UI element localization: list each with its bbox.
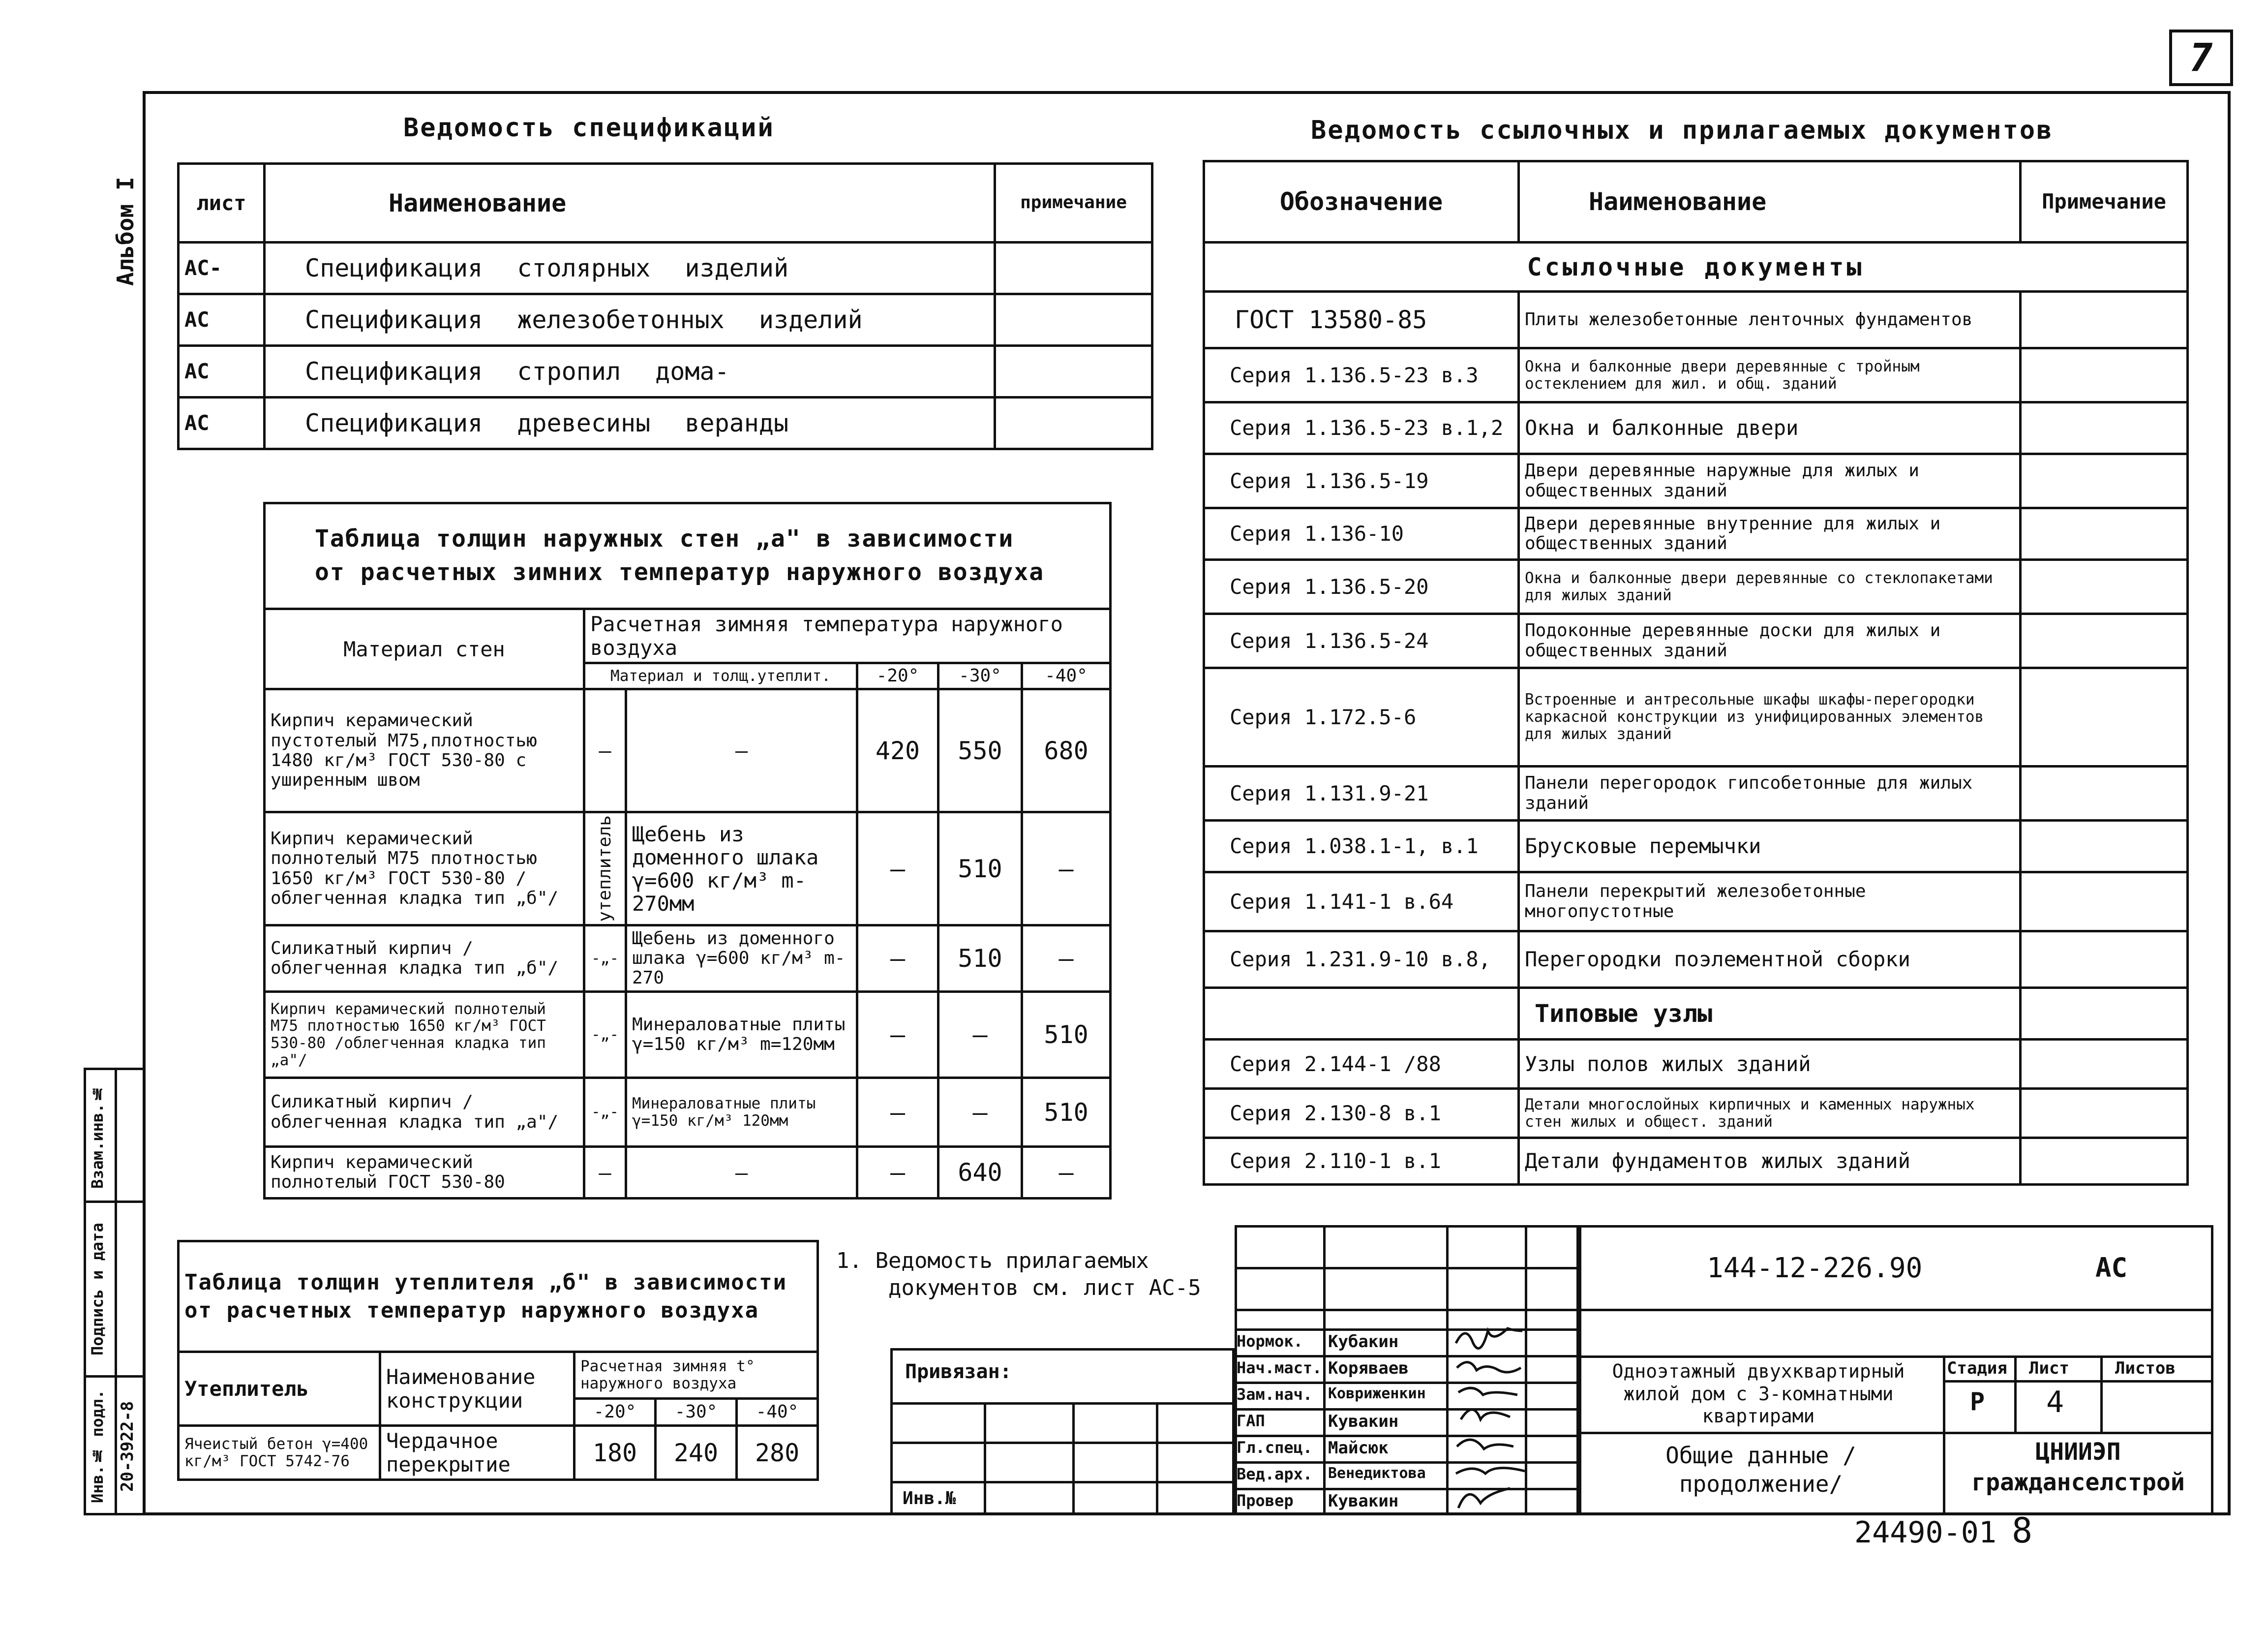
wall-header-t2: -30°: [938, 663, 1022, 689]
ref-row-note: [2021, 454, 2188, 508]
ref-row-name: Встроенные и антресольные шкафы шкафы-перегородки каркасной конструкции из унифицированных элементов для жилых зданий: [1519, 668, 2021, 767]
ref-register-title: Ведомость ссылочных и прилагаемых документов: [1311, 116, 2054, 145]
album-label: Альбом I: [112, 177, 139, 286]
ref-row-note: [2021, 508, 2188, 560]
wall-header-material: Материал стен: [265, 609, 584, 689]
wall-row-v3: —: [1022, 812, 1111, 925]
ref-row-code: Серия 2.144-1 /88: [1204, 1040, 1519, 1089]
ref-row-note: [2021, 767, 2188, 821]
sheet-title: Общие данные /продолжение/: [1665, 1442, 1856, 1497]
doc-mark: АС: [2095, 1252, 2128, 1283]
spec-row-note: [995, 398, 1152, 449]
ref-header-code: Обозначение: [1204, 161, 1519, 243]
insul-row-v3: 280: [737, 1426, 818, 1480]
ref-row-name: Детали фундаментов жилых зданий: [1519, 1138, 2021, 1185]
wall-row-insul: Минераловатные плиты γ=150 кг/м³ 120мм: [626, 1078, 857, 1147]
spec-row-sheet: АС-: [179, 243, 265, 294]
wall-row-insul: Минераловатные плиты γ=150 кг/м³ m=120мм: [626, 992, 857, 1078]
wall-row-material: Кирпич керамический полнотелый ГОСТ 530-80: [265, 1147, 584, 1199]
wall-row-material: Кирпич керамический пустотелый М75,плотностью 1480 кг/м³ ГОСТ 530-80 с уширенным швом: [265, 689, 584, 812]
wall-thickness-table: [263, 502, 1112, 1200]
sheet-label: Лист: [2029, 1358, 2069, 1378]
role-label: Нормок.: [1237, 1332, 1303, 1351]
wall-row-mark: —: [584, 1147, 626, 1199]
wall-row-v2: 550: [938, 689, 1022, 812]
role-label: Вед.арх.: [1237, 1465, 1313, 1483]
wall-table-title: [265, 503, 1111, 609]
wall-table-title-line2: от расчетных зимних температур наружного воздуха: [315, 558, 1045, 586]
ref-row-code: Серия 2.130-8 в.1: [1204, 1089, 1519, 1138]
spec-header-note: примечание: [995, 164, 1152, 243]
wall-row-v3: 510: [1022, 1078, 1111, 1147]
ref-row-name: Панели перекрытий железобетонные многопустотные: [1519, 872, 2021, 931]
ref-row-code: Серия 1.231.9-10 в.8,: [1204, 931, 1519, 988]
wall-row-v1: —: [857, 925, 938, 992]
ref-row-note: [2021, 1138, 2188, 1185]
role-name: Майсюк: [1328, 1438, 1389, 1458]
role-name: Коряваев: [1328, 1358, 1409, 1378]
page-number-box: [2169, 30, 2233, 86]
wall-row-v2: —: [938, 1078, 1022, 1147]
spec-header-sheet: лист: [179, 164, 265, 243]
wall-table-title-line1: Таблица толщин наружных стен „а" в зависимости: [315, 525, 1014, 553]
ref-section-2-blank: [1204, 988, 1519, 1040]
wall-row-material: Кирпич керамический полнотелый М75 плотностью 1650 кг/м³ ГОСТ 530-80 /облегченная кладка тип „а"/: [265, 992, 584, 1078]
ref-header-name: Наименование: [1519, 161, 2021, 243]
wall-row-mark: [584, 812, 626, 925]
ref-row-code: Серия 2.110-1 в.1: [1204, 1138, 1519, 1185]
spec-row-sheet: АС: [179, 346, 265, 398]
wall-row-insul: —: [626, 1147, 857, 1199]
role-name: Кувакин: [1328, 1491, 1399, 1511]
ref-row-name: Двери деревянные внутренние для жилых и общественных зданий: [1519, 508, 2021, 560]
ref-row-note: [2021, 1040, 2188, 1089]
role-label: Зам.нач.: [1237, 1385, 1313, 1404]
spec-row-note: [995, 346, 1152, 398]
sheet-value: 4: [2046, 1385, 2064, 1419]
ref-row-name: Перегородки поэлементной сборки: [1519, 931, 2021, 988]
insul-header-t3: -40°: [737, 1399, 818, 1426]
wall-row-insul: Щебень из доменного шлака γ=600 кг/м³ m-270: [626, 925, 857, 992]
ref-row-note: [2021, 292, 2188, 348]
wall-row-mark: —: [584, 689, 626, 812]
insul-header-temp: Расчетная зимняя t° наружного воздуха: [575, 1352, 818, 1399]
ref-row-code: Серия 1.172.5-6: [1204, 668, 1519, 767]
insul-header-constr: Наименование конструкции: [380, 1352, 575, 1426]
ref-row-code: Серия 1.136-10: [1204, 508, 1519, 560]
privyazan-label: Привязан:: [905, 1360, 1012, 1383]
left-strip: [84, 1068, 143, 1515]
spec-row-name: Спецификация железобетонных изделий: [265, 294, 995, 346]
spec-register-table: [177, 162, 1153, 450]
wall-row-material: Силикатный кирпич /облегченная кладка тип „а"/: [265, 1078, 584, 1147]
wall-row-insul: Щебень из доменного шлака γ=600 кг/м³ m-270мм: [626, 812, 857, 925]
wall-row-mark: -„-: [584, 1078, 626, 1147]
insul-row-insul: Ячеистый бетон γ=400 кг/м³ ГОСТ 5742-76: [179, 1426, 380, 1480]
wall-header-temp: Расчетная зимняя температура наружного воздуха: [584, 609, 1111, 663]
wall-row-v2: —: [938, 992, 1022, 1078]
wall-row-material: Кирпич керамический полнотелый М75 плотностью 1650 кг/м³ ГОСТ 530-80 /облегченная кладка тип „б"/: [265, 812, 584, 925]
ref-row-code: ГОСТ 13580-85: [1204, 292, 1519, 348]
wall-row-v2: 640: [938, 1147, 1022, 1199]
wall-header-insul: Материал и толщ.утеплит.: [584, 663, 857, 689]
ref-register-table: [1203, 160, 2189, 1186]
insul-table-title: Таблица толщин утеплителя „б" в зависимости от расчетных температур наружного воздуха: [179, 1241, 818, 1352]
wall-row-v1: —: [857, 992, 938, 1078]
wall-row-v3: 510: [1022, 992, 1111, 1078]
ref-row-note: [2021, 821, 2188, 872]
insul-row-v1: 180: [575, 1426, 656, 1480]
sheets-label: Листов: [2115, 1358, 2176, 1378]
wall-header-t3: -40°: [1022, 663, 1111, 689]
org-name: ЦНИИЭП гражданселстрой: [1971, 1438, 2185, 1497]
ref-row-code: Серия 1.131.9-21: [1204, 767, 1519, 821]
ref-row-name: Окна и балконные двери деревянные со стеклопакетами для жилых зданий: [1519, 560, 2021, 614]
ref-row-name: Двери деревянные наружные для жилых и общественных зданий: [1519, 454, 2021, 508]
spec-header-name: Наименование: [265, 164, 995, 243]
stage-label: Стадия: [1947, 1358, 2007, 1378]
wall-row-v3: —: [1022, 1147, 1111, 1199]
role-label: Нач.маст.: [1237, 1358, 1322, 1377]
vzam-label: Взам.инв.№: [88, 1084, 107, 1189]
role-name: Кувакин: [1328, 1412, 1399, 1431]
spec-row-sheet: АС: [179, 398, 265, 449]
wall-row-v1: —: [857, 1147, 938, 1199]
wall-row-v2: 510: [938, 812, 1022, 925]
spec-row-note: [995, 294, 1152, 346]
wall-row-v3: 680: [1022, 689, 1111, 812]
ref-row-note: [2021, 988, 2188, 1040]
ref-row-name: Брусковые перемычки: [1519, 821, 2021, 872]
ref-row-code: Серия 1.136.5-24: [1204, 614, 1519, 668]
wall-row-insul: —: [626, 689, 857, 812]
wall-header-t1: -20°: [857, 663, 938, 689]
wall-row-v1: —: [857, 1078, 938, 1147]
sign-label: Подпись и дата: [88, 1223, 107, 1355]
spec-row-name: Спецификация стропил дома-: [265, 346, 995, 398]
ref-header-note: Примечание: [2021, 161, 2188, 243]
insul-header-t2: -30°: [656, 1399, 737, 1426]
insul-header-t1: -20°: [575, 1399, 656, 1426]
ref-row-code: Серия 1.141-1 в.64: [1204, 872, 1519, 931]
bottom-code: 24490-01: [1854, 1515, 1996, 1550]
insulation-table: [177, 1240, 819, 1481]
ref-row-note: [2021, 668, 2188, 767]
ref-section-2: Типовые узлы: [1519, 988, 2021, 1040]
ref-row-code: Серия 1.038.1-1, в.1: [1204, 821, 1519, 872]
ref-row-name: Окна и балконные двери деревянные с тройным остеклением для жил. и общ. зданий: [1519, 348, 2021, 402]
ref-row-code: Серия 1.136.5-19: [1204, 454, 1519, 508]
role-name: Ковриженкин: [1328, 1385, 1426, 1402]
signatures-image: [1451, 1314, 1535, 1515]
spec-row-sheet: АС: [179, 294, 265, 346]
role-name: Венедиктова: [1328, 1465, 1426, 1482]
ref-row-note: [2021, 1089, 2188, 1138]
role-label: Провер: [1237, 1491, 1294, 1510]
doc-code: 144-12-226.90: [1707, 1252, 1923, 1284]
ref-row-code: Серия 1.136.5-23 в.1,2: [1204, 402, 1519, 454]
wall-row-mark: -„-: [584, 925, 626, 992]
insul-row-v2: 240: [656, 1426, 737, 1480]
role-label: Гл.спец.: [1237, 1438, 1313, 1457]
ref-row-name: Узлы полов жилых зданий: [1519, 1040, 2021, 1089]
insul-row-constr: Чердачное перекрытие: [380, 1426, 575, 1480]
insul-vertical-label: утеплитель: [594, 815, 615, 923]
ref-row-note: [2021, 931, 2188, 988]
ref-row-code: Серия 1.136.5-23 в.3: [1204, 348, 1519, 402]
insul-header-insul: Утеплитель: [179, 1352, 380, 1426]
role-name: Кубакин: [1328, 1332, 1399, 1352]
wall-row-v1: —: [857, 812, 938, 925]
ref-row-code: Серия 1.136.5-20: [1204, 560, 1519, 614]
wall-row-material: Силикатный кирпич /облегченная кладка тип „б"/: [265, 925, 584, 992]
spec-row-name: Спецификация столярных изделий: [265, 243, 995, 294]
inv-no-label: Инв.№: [903, 1488, 956, 1508]
note-1: 1. Ведомость прилагаемых документов см. лист АС-5: [836, 1248, 1201, 1300]
ref-row-name: Детали многослойных кирпичных и каменных наружных стен жилых и общест. зданий: [1519, 1089, 2021, 1138]
ref-row-note: [2021, 348, 2188, 402]
invno-value: 20-3922-8: [118, 1401, 137, 1492]
spec-register-title: Ведомость спецификаций: [403, 113, 775, 143]
ref-row-name: Панели перегородок гипсобетонные для жилых зданий: [1519, 767, 2021, 821]
ref-row-note: [2021, 560, 2188, 614]
ref-row-name: Подоконные деревянные доски для жилых и общественных зданий: [1519, 614, 2021, 668]
wall-row-v1: 420: [857, 689, 938, 812]
invno-label: Инв.№ подл.: [88, 1389, 107, 1504]
stage-value: Р: [1970, 1387, 1985, 1416]
ref-row-note: [2021, 614, 2188, 668]
bottom-number: 8: [2012, 1510, 2033, 1551]
ref-row-name: Плиты железобетонные ленточных фундаментов: [1519, 292, 2021, 348]
wall-row-mark: -„-: [584, 992, 626, 1078]
spec-row-name: Спецификация древесины веранды: [265, 398, 995, 449]
ref-section-1: Ссылочные документы: [1204, 243, 2188, 292]
ref-row-name: Окна и балконные двери: [1519, 402, 2021, 454]
spec-row-note: [995, 243, 1152, 294]
wall-row-v2: 510: [938, 925, 1022, 992]
ref-row-note: [2021, 872, 2188, 931]
page-number: 7: [2189, 36, 2213, 80]
title-block: [890, 1225, 2213, 1515]
wall-row-v3: —: [1022, 925, 1111, 992]
ref-row-note: [2021, 402, 2188, 454]
project-name: Одноэтажный двухквартирный жилой дом с 3-комнатными квартирами: [1612, 1360, 1905, 1427]
role-label: ГАП: [1237, 1412, 1265, 1430]
